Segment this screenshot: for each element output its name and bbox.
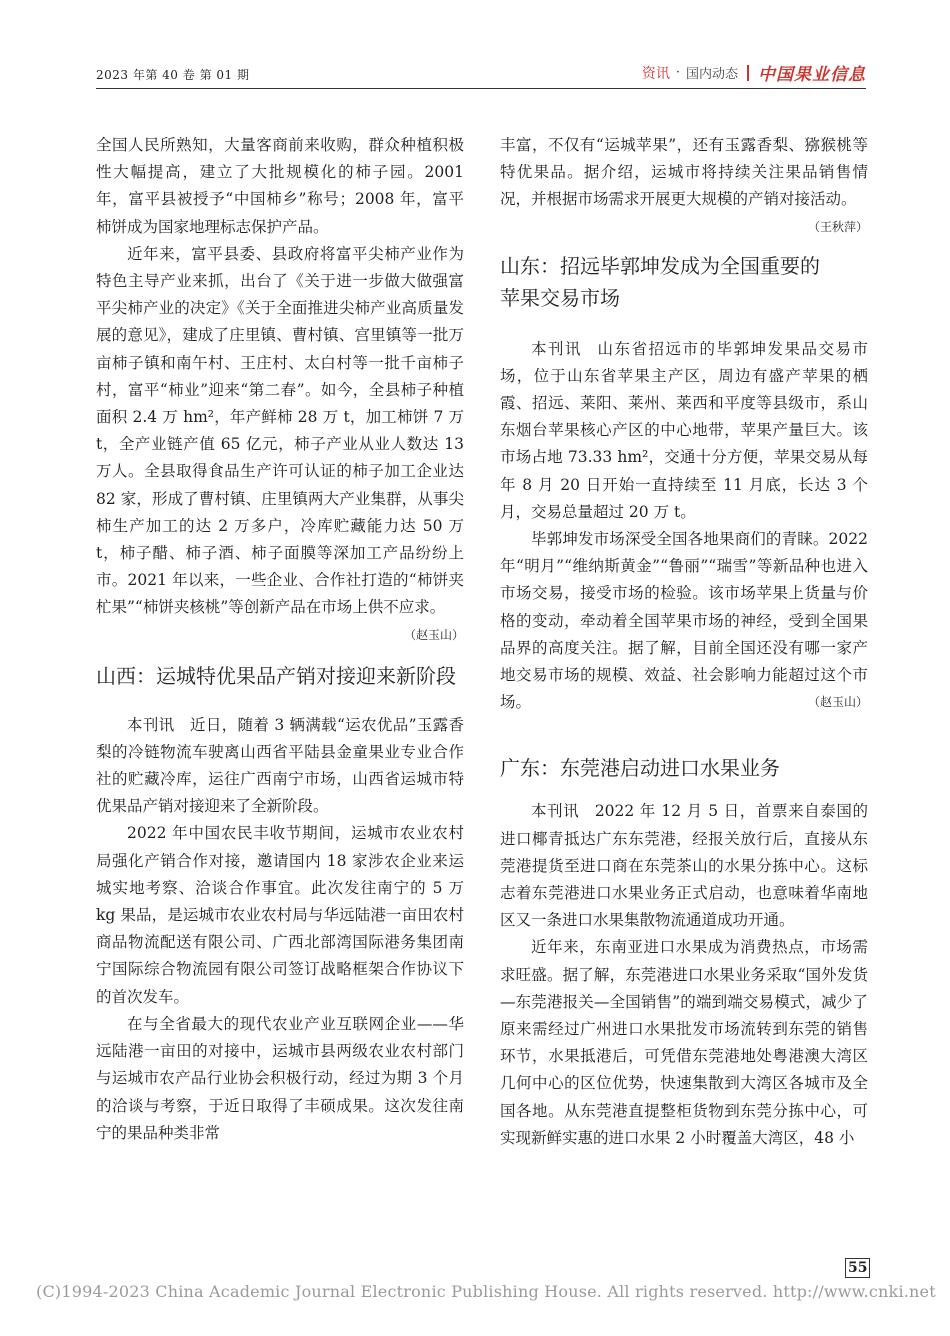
article-paragraph [500,526,868,716]
article-paragraph-text: 丰富，不仅有“运城苹果”，还有玉露香梨、猕猴桃等特优果品。据介绍，运城市将持续关注果品销售情况，并根据市场需求开展更大规模的产销对接活动。 [500,136,868,209]
section-title-shandong [500,250,868,314]
article-paragraph [500,132,868,234]
article-paragraph: 在与全省最大的现代农业产业互联网企业——华远陆港一亩田的对接中，运城市县两级农业农村部门与运城市农产品行业协会积极行动，经过为期 3 个月的洽谈与考察，于近日取得了丰硕成果。这次发往南宁的果品种类非常 [96,1014,464,1142]
article-paragraph-text: 近年来，富平县委、县政府将富平尖柿产业作为特色主导产业来抓，出台了《关于进一步做大做强富平尖柿产业的决定》《关于全面推进尖柿产业高质量发展的意见》，建成了庄里镇、曹村镇、宫里镇等一批万亩柿子镇和南午村、王庄村、太白村等一批千亩柿子村，富平“柿业”迎来“第二春”。如今，全县柿子种植面积 2.4 万 hm²，年产鲜柿 28 万 t，加工柿饼 7 万 t，全产业链产值 65 亿元，柿子产业从业人数达 13 万人。全县取得食品生产许可认证的柿子加工企业达 82 家，形成了曹村镇、庄里镇两大产业集群，从事尖柿生产加工的达 2 万多户，冷库贮藏能力达 50 万 t，柿子醋、柿子酒、柿子面膜等深加工产品纷纷上市。2021 年以来，一些企业、合作社打造的“柿饼夹杧果”“柿饼夹核桃”等创新产品在市场上供不应求。 [96,244,464,617]
article-paragraph-text: 毕郭坤发市场深受全国各地果商们的青睐。2022 年“明月”“维纳斯黄金”“鲁丽”“瑞雪”等新品种也进入市场交易，接受市场的检验。该市场苹果上货量与价格的变动，牵动着全国苹果市场的神经，受到全国果品界的高度关注。据了解，目前全国还没有哪一家产地交易市场的规模、效益、社会影响力能超过这个市场。 [500,530,868,712]
article-paragraph [96,241,464,642]
author-signature: （王秋萍） [807,219,868,234]
news-lead: 本刊讯 [127,715,175,734]
page-header [96,58,866,89]
header-divider-bar [747,65,749,81]
article-paragraph-text: 山东省招远市的毕郭坤发果品交易市场，位于山东省苹果主产区，周边有盛产苹果的栖霞、招远、莱阳、莱州、莱西和平度等县级市，系山东烟台苹果核心产区的中心地带，苹果产量巨大。该市场占地 73.33 hm²，交通十分方便，苹果交易从每年 8 月 20 日开始一直持续至 11 月底，长达 3 个月，交易总量超过 20 万 t。 [500,339,868,521]
news-lead: 本刊讯 [531,802,580,821]
category-separator: · [675,65,680,80]
article-paragraph [500,798,868,934]
section-title-guangdong: 广东：东莞港启动进口水果业务 [500,756,780,781]
article-paragraph: 2022 年中国农民丰收节期间，运城市农业农村局强化产销合作对接，邀请国内 18 家涉农企业来运城实地考察、洽谈合作事宜。此次发往南宁的 5 万 kg 果品，是运城市农业农村局与华远陆港一亩田农村商品物流配送有限公司、广西北部湾国际港务集团南宁国际综合物流园有限公司签订战略框架合作协议下的首次发车。 [96,824,464,1006]
brand-logo: 中国果业信息 [758,65,866,85]
article-paragraph-text: 2022 年 12 月 5 日，首票来自泰国的进口椰青抵达广东东莞港，经报关放行后，直接从东莞港提货至进口商在东莞茶山的水果分拣中心。这标志着东莞港进口水果业务正式启动，也意味着华南地区又一条进口水果集散物流通道成功开通。 [500,802,868,930]
author-signature: （赵玉山） [807,695,868,710]
category-label: 资讯 [641,65,670,82]
author-signature: （赵玉山） [403,627,464,642]
section-title-line: 山东：招远毕郭坤发成为全国重要的 [500,253,820,278]
article-paragraph: 近年来，东南亚进口水果成为消费热点，市场需求旺盛。据了解，东莞港进口水果业务采取“国外发货—东莞港报关—全国销售”的端到端交易模式，减少了原来需经过广州进口水果批发市场流转到东莞的销售环节，水果抵港后，可凭借东莞港地处粤港澳大湾区几何中心的区位优势，快速集散到大湾区各城市及全国各地。从东莞港直提整柜货物到东莞分拣中心，可实现新鲜实惠的进口水果 2 小时覆盖大湾区，48 小 [500,938,868,1147]
article-paragraph [500,336,868,526]
page-number: 55 [845,1258,870,1278]
section-title-line: 苹果交易市场 [500,285,620,310]
right-column [500,132,868,1152]
copyright-notice: (C)1994-2023 China Academic Journal Electronic Publishing House. All rights reserved. http://www.cnki.net [36,1282,936,1301]
article-paragraph [96,712,464,821]
issue-info: 2023 年第 40 卷 第 01 期 [96,68,250,82]
article-paragraph: 全国人民所熟知，大量客商前来收购，群众种植积极性大幅提高，建立了大批规模化的柿子园。2001 年，富平县被授予“中国柿乡”称号；2008 年，富平柿饼成为国家地理标志保护产品。 [96,136,464,236]
section-title-shanxi: 山西：运城特优果品产销对接迎来新阶段 [96,663,456,688]
subcategory-label: 国内动态 [685,67,738,82]
section-label [642,60,866,85]
news-lead: 本刊讯 [531,339,582,358]
article-paragraph-text: 近日，随着 3 辆满载“运农优品”玉露香梨的冷链物流车驶离山西省平陆县金童果业专业合作社的贮藏冷库，运往广西南宁市场，山西省运城市特优果品产销对接迎来了全新阶段。 [96,715,464,816]
left-column [96,132,464,1147]
